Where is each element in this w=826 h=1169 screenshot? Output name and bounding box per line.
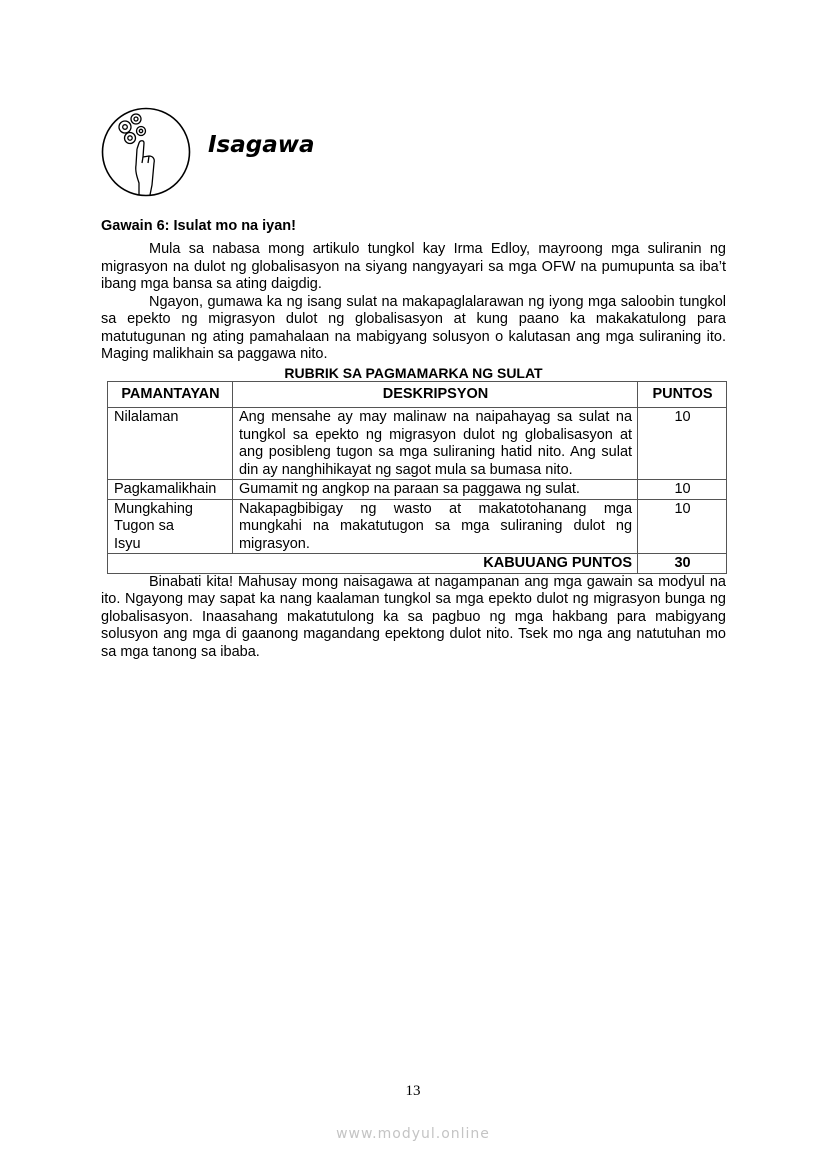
section-title: Isagawa bbox=[208, 132, 315, 158]
main-content bbox=[101, 218, 726, 661]
points-cell: 10 bbox=[638, 480, 727, 500]
header-description: DESKRIPSYON bbox=[232, 381, 637, 408]
rubric-title: RUBRIK SA PAGMAMARKA NG SULAT bbox=[284, 364, 543, 381]
rubric-table bbox=[107, 381, 727, 574]
activity-title: Gawain 6: Isulat mo na iyan! bbox=[101, 218, 296, 234]
description-cell: Nakapagbibigay ng wasto at makatotohanang mga mungkahi na makatutugon sa mga suliraning dulot ng migrasyon. bbox=[232, 499, 637, 554]
table-row bbox=[108, 499, 727, 554]
total-label: KABUUANG PUNTOS bbox=[108, 554, 638, 574]
intro-paragraph: Mula sa nabasa mong artikulo tungkol kay Irma Edloy, mayroong mga suliranin ng migrasyon na dulot ng globalisasyon na siyang nangyayari sa mga OFW na pumupunta sa iba’t ibang mga bansa sa ating daigdig. bbox=[101, 241, 726, 292]
rubric-header-row bbox=[108, 381, 727, 408]
description-cell: Ang mensahe ay may malinaw na naipahayag sa sulat na tungkol sa epekto ng migrasyon dulot ng globalisasyon at ang posibleng tugon sa mga suliraning hatid nito. Ang sulat din ay nanghihikayat ng sagot mula sa bumasa nito. bbox=[232, 408, 637, 480]
table-row bbox=[108, 480, 727, 500]
description-cell: Gumamit ng angkop na paraan sa paggawa ng sulat. bbox=[232, 480, 637, 500]
page-number: 13 bbox=[405, 1083, 421, 1099]
closing-paragraph: Binabati kita! Mahusay mong naisagawa at nagampanan ang mga gawain sa modyul na ito. Ngayong may sapat ka nang kaalaman tungkol sa mga epekto dulot ng migrasyon bunga ng globalisasyon. Inaasahang makatutulong ka sa pagbuo ng mga hakbang para mabigyang solusyon ang mga di gaanong magandang epektong dulot nito. Tsek mo nga ang natutuhan mo sa mga tanong sa ibaba. bbox=[101, 573, 726, 660]
total-points: 30 bbox=[638, 554, 727, 574]
points-cell: 10 bbox=[638, 408, 727, 480]
instruction-paragraph: Ngayon, gumawa ka ng isang sulat na makapaglalarawan ng iyong mga saloobin tungkol sa epekto ng migrasyon dulot ng globalisasyon at kung paano ka makakatulong para matutugunan ng ating pamahalaan na mabigyang solusyon o kalutasan ang mga suliraning ito. Maging malikhain sa paggawa nito. bbox=[101, 293, 726, 362]
hand-with-gears-icon bbox=[101, 107, 191, 197]
header-criterion: PAMANTAYAN bbox=[108, 381, 233, 408]
total-row bbox=[108, 554, 727, 574]
criterion-cell: Mungkahing Tugon sa Isyu bbox=[108, 499, 233, 554]
criterion-cell: Pagkamalikhain bbox=[108, 480, 233, 500]
table-row bbox=[108, 408, 727, 480]
header-points: PUNTOS bbox=[638, 381, 727, 408]
watermark: www.modyul.online bbox=[336, 1126, 490, 1142]
criterion-cell: Nilalaman bbox=[108, 408, 233, 480]
points-cell: 10 bbox=[638, 499, 727, 554]
